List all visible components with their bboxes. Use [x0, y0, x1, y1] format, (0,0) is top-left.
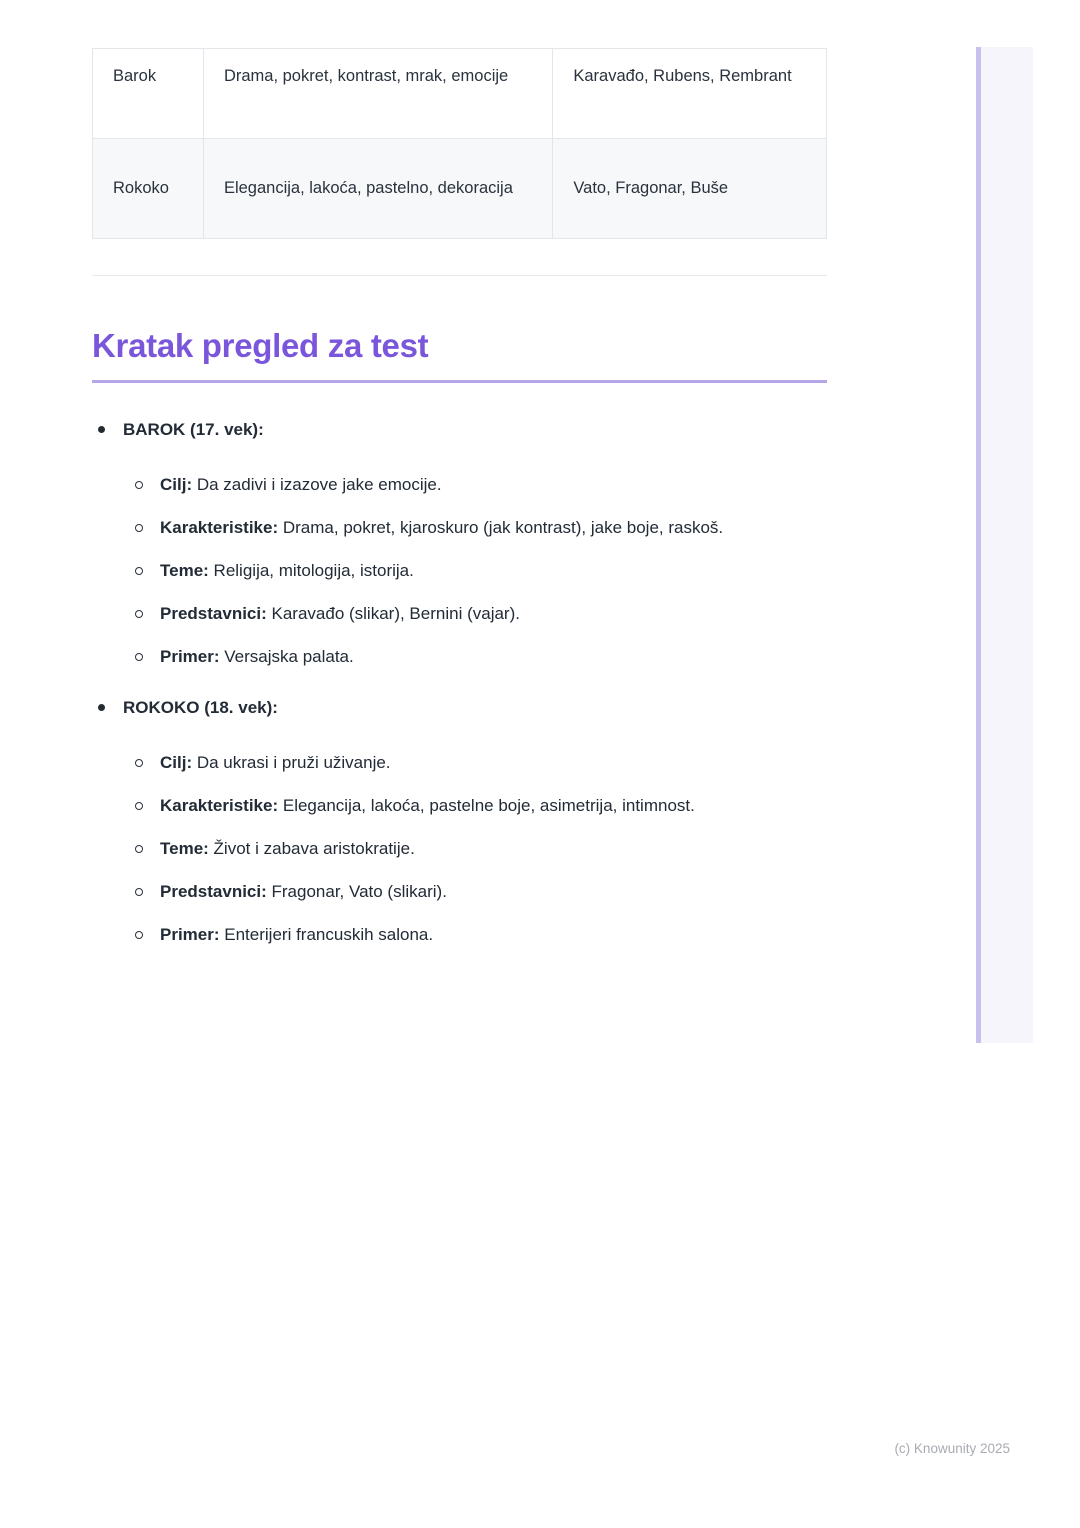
list-item-label: Teme: — [160, 561, 209, 580]
list-item — [92, 833, 827, 864]
circle-bullet-icon — [135, 653, 143, 661]
cell-representatives: Vato, Fragonar, Buše — [553, 139, 827, 239]
list-heading-label: BAROK (17. vek): — [123, 420, 264, 439]
list-item — [92, 641, 827, 672]
list-item-label: Predstavnici: — [160, 604, 267, 623]
list-item-label: Cilj: — [160, 753, 193, 772]
list-group-barok — [92, 414, 827, 672]
list-item-label: Predstavnici: — [160, 882, 267, 901]
list-group-rokoko — [92, 692, 827, 950]
list-item-text: Da ukrasi i pruži uživanje. — [196, 753, 391, 772]
list-item-text: Elegancija, lakoća, pastelne boje, asimetrija, intimnost. — [282, 796, 695, 815]
cell-style-name: Rokoko — [93, 139, 204, 239]
copyright-text: (c) Knowunity 2025 — [894, 1441, 1010, 1456]
list-item-text: Život i zabava aristokratije. — [213, 839, 415, 858]
list-item — [92, 747, 827, 778]
list-item-text: Versajska palata. — [224, 647, 354, 666]
circle-bullet-icon — [135, 888, 143, 896]
list-heading-label: ROKOKO (18. vek): — [123, 698, 278, 717]
table-row-barok — [93, 49, 827, 139]
circle-bullet-icon — [135, 759, 143, 767]
list-item — [92, 469, 827, 500]
cell-characteristics: Elegancija, lakoća, pastelno, dekoracija — [203, 139, 552, 239]
list-item-text: Fragonar, Vato (slikari). — [271, 882, 447, 901]
list-item-label: Teme: — [160, 839, 209, 858]
list-item-text: Religija, mitologija, istorija. — [213, 561, 414, 580]
filled-bullet-icon — [98, 704, 105, 711]
list-item-label: Karakteristike: — [160, 796, 279, 815]
section-divider — [92, 275, 827, 276]
circle-bullet-icon — [135, 481, 143, 489]
circle-bullet-icon — [135, 802, 143, 810]
circle-bullet-icon — [135, 931, 143, 939]
list-item — [92, 555, 827, 586]
filled-bullet-icon — [98, 426, 105, 433]
list-item-label: Primer: — [160, 647, 220, 666]
list-item-text: Karavađo (slikar), Bernini (vajar). — [271, 604, 520, 623]
cell-characteristics: Drama, pokret, kontrast, mrak, emocije — [203, 49, 552, 139]
circle-bullet-icon — [135, 567, 143, 575]
list-item-text: Drama, pokret, kjaroskuro (jak kontrast), jake boje, raskoš. — [282, 518, 724, 537]
list-item — [92, 598, 827, 629]
page-margin-panel — [976, 47, 1033, 1043]
list-item-label: Karakteristike: — [160, 518, 279, 537]
circle-bullet-icon — [135, 524, 143, 532]
list-item — [92, 790, 827, 821]
list-item-label: Cilj: — [160, 475, 193, 494]
list-item-text: Da zadivi i izazove jake emocije. — [196, 475, 442, 494]
list-item — [92, 876, 827, 907]
table-row-rokoko — [93, 139, 827, 239]
list-item — [92, 512, 827, 543]
list-item-text: Enterijeri francuskih salona. — [224, 925, 434, 944]
list-heading — [92, 692, 827, 723]
list-item-label: Primer: — [160, 925, 220, 944]
cell-representatives: Karavađo, Rubens, Rembrant — [553, 49, 827, 139]
art-styles-table — [92, 48, 827, 239]
circle-bullet-icon — [135, 610, 143, 618]
summary-list — [92, 414, 827, 950]
document-content — [92, 48, 827, 962]
section-title: Kratak pregled za test — [92, 327, 827, 383]
list-heading — [92, 414, 827, 445]
list-item — [92, 919, 827, 950]
cell-style-name: Barok — [93, 49, 204, 139]
circle-bullet-icon — [135, 845, 143, 853]
